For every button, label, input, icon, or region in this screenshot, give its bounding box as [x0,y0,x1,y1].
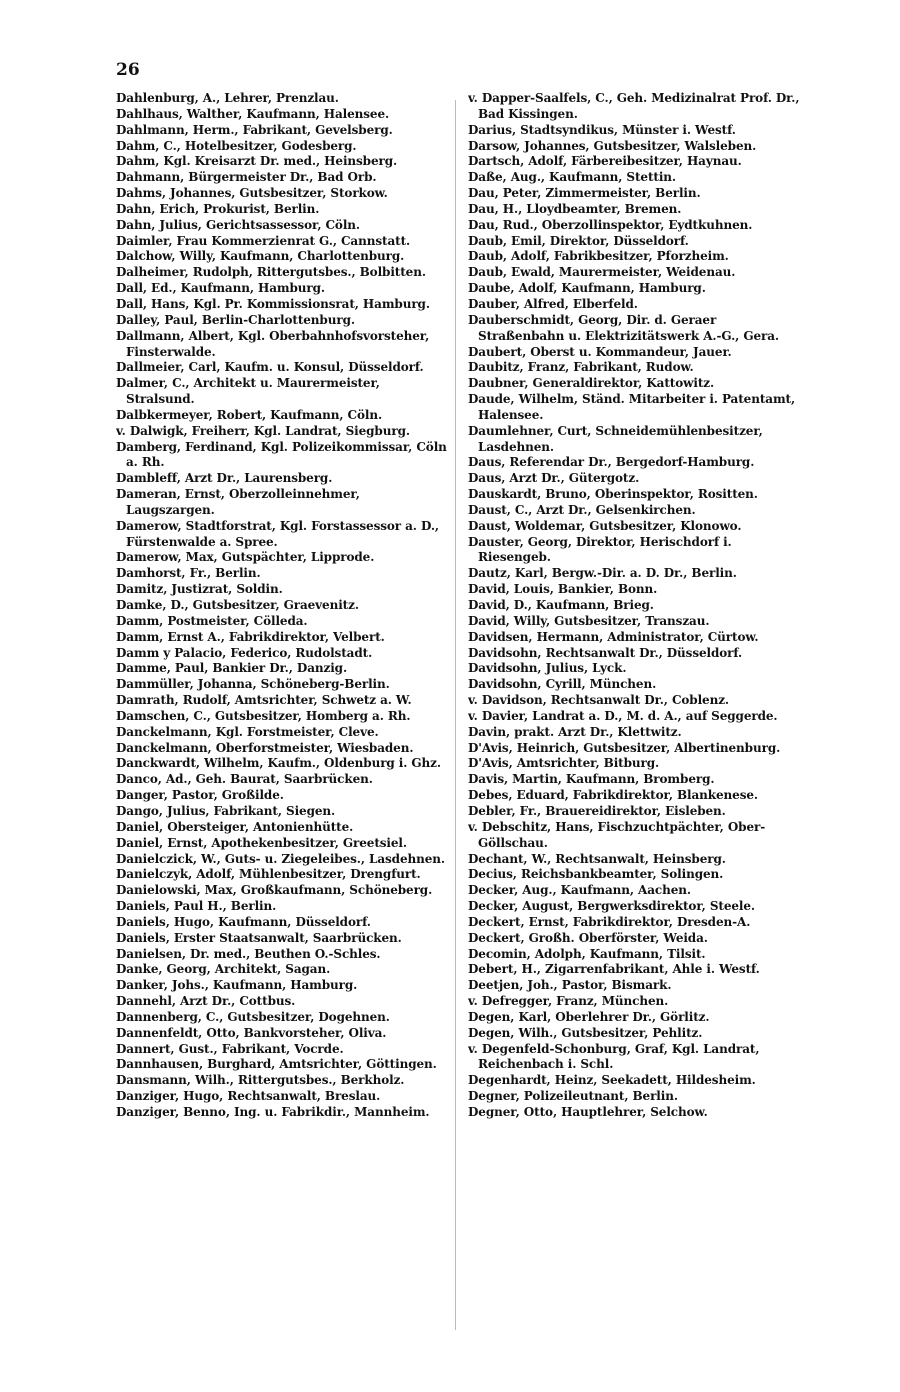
directory-entry: Decker, Aug., Kaufmann, Aachen. [468,883,691,898]
directory-entry: Degen, Karl, Oberlehrer Dr., Görlitz. [468,1009,710,1024]
directory-entry: D'Avis, Amtsrichter, Bitburg. [468,756,660,771]
directory-entry: Daubert, Oberst u. Kommandeur, Jauer. [468,344,732,359]
directory-entry: David, D., Kaufmann, Brieg. [468,598,654,612]
directory-entry: Damerow, Stadtforstrat, Kgl. Forstassessor a. D., Fürstenwalde a. Spree. [116,518,439,549]
directory-entry: D'Avis, Heinrich, Gutsbesitzer, Albertinenburg. [468,740,781,755]
directory-entry: Dannenberg, C., Gutsbesitzer, Dogehnen. [116,1009,390,1024]
directory-entry: Davin, prakt. Arzt Dr., Klettwitz. [468,724,682,739]
directory-entry: Deetjen, Joh., Pastor, Bismark. [468,978,672,993]
directory-entry: Danielsen, Dr. med., Beuthen O.-Schles. [116,946,381,961]
directory-entry: Daus, Arzt Dr., Gütergotz. [468,471,640,486]
directory-entry: Dall, Ed., Kaufmann, Hamburg. [116,281,326,296]
directory-entry: Damm, Ernst A., Fabrikdirektor, Velbert. [116,629,385,644]
directory-entry: Decius, Reichsbankbeamter, Solingen. [468,867,724,882]
directory-entry: Dalmer, C., Architekt u. Maurermeister, Stralsund. [116,376,380,407]
directory-entry: Dannert, Gust., Fabrikant, Vocrde. [116,1041,344,1056]
directory-entry: Danziger, Hugo, Rechtsanwalt, Breslau. [116,1089,381,1104]
directory-entry: Davidsen, Hermann, Administrator, Cürtow. [468,629,759,644]
directory-entry: Dahlhaus, Walther, Kaufmann, Halensee. [116,106,390,121]
directory-entry: Dahlmann, Herm., Fabrikant, Gevelsberg. [116,122,393,137]
directory-entry: Damrath, Rudolf, Amtsrichter, Schwetz a. W. [116,693,412,708]
directory-entry: Davis, Martin, Kaufmann, Bromberg. [468,772,715,787]
directory-entry: Damerow, Max, Gutspächter, Lipprode. [116,550,375,565]
directory-entry: Dauber, Alfred, Elberfeld. [468,296,638,311]
directory-entry: Danco, Ad., Geh. Baurat, Saarbrücken. [116,772,373,787]
directory-entry: Damm y Palacio, Federico, Rudolstadt. [116,645,373,660]
directory-entry: Dau, Rud., Oberzollinspektor, Eydtkuhnen. [468,217,753,232]
directory-entry: Dansmann, Wilh., Rittergutsbes., Berkholz. [116,1073,405,1088]
directory-entry: Darius, Stadtsyndikus, Münster i. Westf. [468,122,736,137]
directory-entry: Daude, Wilhelm, Ständ. Mitarbeiter i. Patentamt, Halensee. [468,392,796,422]
directory-entry: Danckelmann, Oberforstmeister, Wiesbaden. [116,740,414,755]
directory-entry: Danielczick, W., Guts- u. Ziegeleibes., Lasdehnen. [116,851,445,866]
directory-entry: Degner, Otto, Hauptlehrer, Selchow. [468,1105,708,1119]
directory-entry: Danckwardt, Wilhelm, Kaufm., Oldenburg i. Ghz. [116,756,441,771]
column-divider [455,100,456,1330]
directory-entry: Dambleff, Arzt Dr., Laurensberg. [116,471,333,486]
directory-entry: Davidsohn, Cyrill, München. [468,677,657,692]
directory-entry: Dalbkermeyer, Robert, Kaufmann, Cöln. [116,407,383,422]
directory-entry: Damhorst, Fr., Berlin. [116,566,261,581]
directory-entry: Dechant, W., Rechtsanwalt, Heinsberg. [468,851,726,866]
directory-entry: Danielczyk, Adolf, Mühlenbesitzer, Drengfurt. [116,867,421,882]
directory-entry: Dalley, Paul, Berlin-Charlottenburg. [116,312,355,327]
directory-entry: Dannehl, Arzt Dr., Cottbus. [116,994,296,1009]
directory-entry: Danielowski, Max, Großkaufmann, Schöneberg. [116,883,433,898]
directory-entry: Daubner, Generaldirektor, Kattowitz. [468,376,715,391]
directory-entry: Debes, Eduard, Fabrikdirektor, Blankenese. [468,788,758,803]
directory-entry: David, Willy, Gutsbesitzer, Transzau. [468,613,710,628]
directory-entry: Daniels, Erster Staatsanwalt, Saarbrücken. [116,930,402,945]
directory-entry: Dartsch, Adolf, Färbereibesitzer, Haynau. [468,154,742,169]
directory-entry: Dahm, Kgl. Kreisarzt Dr. med., Heinsberg. [116,154,398,169]
directory-entry: Damberg, Ferdinand, Kgl. Polizeikommissar, Cöln a. Rh. [116,439,447,470]
directory-entry: Dahmann, Bürgermeister Dr., Bad Orb. [116,170,377,185]
directory-entry: Davidsohn, Rechtsanwalt Dr., Düsseldorf. [468,645,743,660]
directory-entry: Dallmeier, Carl, Kaufm. u. Konsul, Düsseldorf. [116,360,424,375]
directory-entry: Darsow, Johannes, Gutsbesitzer, Walsleben. [468,138,757,153]
directory-entry: Dauberschmidt, Georg, Dir. d. Geraer Straßenbahn u. Elektrizitätswerk A.-G., Gera. [468,312,779,343]
directory-entry: Daimler, Frau Kommerzienrat G., Cannstatt. [116,233,411,248]
directory-entry: Daniels, Paul H., Berlin. [116,899,277,914]
directory-entry: Damm, Postmeister, Cölleda. [116,613,308,628]
left-column [116,91,452,1121]
directory-entry: Deckert, Großh. Oberförster, Weida. [468,930,708,945]
directory-entry: Degen, Wilh., Gutsbesitzer, Pehlitz. [468,1025,703,1040]
directory-entry: Daubitz, Franz, Fabrikant, Rudow. [468,360,694,375]
directory-entry: Daus, Referendar Dr., Bergedorf-Hamburg. [468,455,755,470]
directory-entry: Danger, Pastor, Großilde. [116,788,284,803]
directory-entry: Decker, August, Bergwerksdirektor, Steele. [468,899,755,914]
directory-entry: Daniels, Hugo, Kaufmann, Düsseldorf. [116,914,371,929]
directory-entry: Daube, Adolf, Kaufmann, Hamburg. [468,281,706,296]
directory-entry: Dau, H., Lloydbeamter, Bremen. [468,201,682,216]
directory-entry: Dauster, Georg, Direktor, Herischdorf i. Riesengeb. [468,534,732,565]
directory-entry: v. Defregger, Franz, München. [468,994,669,1009]
directory-entry: Degner, Polizeileutnant, Berlin. [468,1089,678,1104]
directory-entry: Daumlehner, Curt, Schneidemühlenbesitzer, Lasdehnen. [468,423,763,454]
directory-entry: Dahn, Erich, Prokurist, Berlin. [116,201,320,216]
directory-entry: Deckert, Ernst, Fabrikdirektor, Dresden-A. [468,914,751,929]
directory-entry: Decomin, Adolph, Kaufmann, Tilsit. [468,946,706,961]
directory-entry: Degenhardt, Heinz, Seekadett, Hildesheim. [468,1073,756,1088]
directory-entry: Daniel, Ernst, Apothekenbesitzer, Greetsiel. [116,835,407,850]
directory-entry: David, Louis, Bankier, Bonn. [468,582,658,597]
directory-entry: Dahlenburg, A., Lehrer, Prenzlau. [116,91,339,105]
directory-entry: Dammüller, Johanna, Schöneberg-Berlin. [116,677,390,692]
directory-entry: Daub, Ewald, Maurermeister, Weidenau. [468,265,736,280]
directory-entry: Daust, Woldemar, Gutsbesitzer, Klonowo. [468,518,742,533]
directory-entry: Damschen, C., Gutsbesitzer, Homberg a. Rh. [116,708,411,723]
directory-entry: Dannhausen, Burghard, Amtsrichter, Göttingen. [116,1057,437,1072]
directory-entry: Dahms, Johannes, Gutsbesitzer, Storkow. [116,186,388,201]
directory-entry: Dannenfeldt, Otto, Bankvorsteher, Oliva. [116,1025,387,1040]
directory-entry: Dallmann, Albert, Kgl. Oberbahnhofsvorsteher, Finsterwalde. [116,328,430,359]
directory-entry: Dahm, C., Hotelbesitzer, Godesberg. [116,138,357,153]
directory-entry: Danziger, Benno, Ing. u. Fabrikdir., Mannheim. [116,1105,430,1119]
right-column [468,91,804,1121]
directory-entry: Daust, C., Arzt Dr., Gelsenkirchen. [468,502,696,517]
directory-entry: Daub, Emil, Direktor, Düsseldorf. [468,233,689,248]
directory-entry: Dameran, Ernst, Oberzolleinnehmer, Laugszargen. [116,487,360,517]
directory-entry: Davidsohn, Julius, Lyck. [468,661,627,676]
directory-entry: Damme, Paul, Bankier Dr., Danzig. [116,661,348,676]
directory-entry: Debler, Fr., Brauereidirektor, Eisleben. [468,803,726,818]
directory-entry: v. Degenfeld-Schonburg, Graf, Kgl. Landrat, Reichenbach i. Schl. [468,1041,760,1072]
directory-entry: v. Dalwigk, Freiherr, Kgl. Landrat, Siegburg. [116,423,410,438]
directory-entry: v. Davidson, Rechtsanwalt Dr., Coblenz. [468,693,730,708]
directory-entry: Daub, Adolf, Fabrikbesitzer, Pforzheim. [468,249,729,264]
directory-entry: Dalchow, Willy, Kaufmann, Charlottenburg. [116,249,405,264]
page-number: 26 [116,60,140,80]
directory-entry: Dau, Peter, Zimmermeister, Berlin. [468,186,701,201]
directory-entry: Damke, D., Gutsbesitzer, Graevenitz. [116,598,359,612]
directory-entry: Dango, Julius, Fabrikant, Siegen. [116,803,336,818]
directory-entry: Daniel, Obersteiger, Antonienhütte. [116,819,354,834]
directory-entry: Debert, H., Zigarrenfabrikant, Ahle i. Westf. [468,962,760,977]
directory-entry: Daße, Aug., Kaufmann, Stettin. [468,170,677,185]
directory-entry: v. Debschitz, Hans, Fischzuchtpächter, Ober-Göllschau. [468,819,766,850]
directory-entry: Dauskardt, Bruno, Oberinspektor, Rositten. [468,487,758,502]
directory-entry: Danker, Johs., Kaufmann, Hamburg. [116,978,358,993]
directory-entry: Dahn, Julius, Gerichtsassessor, Cöln. [116,217,360,232]
directory-entry: Danckelmann, Kgl. Forstmeister, Cleve. [116,724,379,739]
directory-entry: Dalheimer, Rudolph, Rittergutsbes., Bolbitten. [116,265,426,280]
directory-entry: Damitz, Justizrat, Soldin. [116,582,283,597]
directory-entry: v. Davier, Landrat a. D., M. d. A., auf Seggerde. [468,708,778,723]
directory-entry: Dautz, Karl, Bergw.-Dir. a. D. Dr., Berlin. [468,566,737,581]
directory-entry: Danke, Georg, Architekt, Sagan. [116,962,331,977]
directory-entry: Dall, Hans, Kgl. Pr. Kommissionsrat, Hamburg. [116,296,430,311]
directory-entry: v. Dapper-Saalfels, C., Geh. Medizinalrat Prof. Dr., Bad Kissingen. [468,91,800,121]
